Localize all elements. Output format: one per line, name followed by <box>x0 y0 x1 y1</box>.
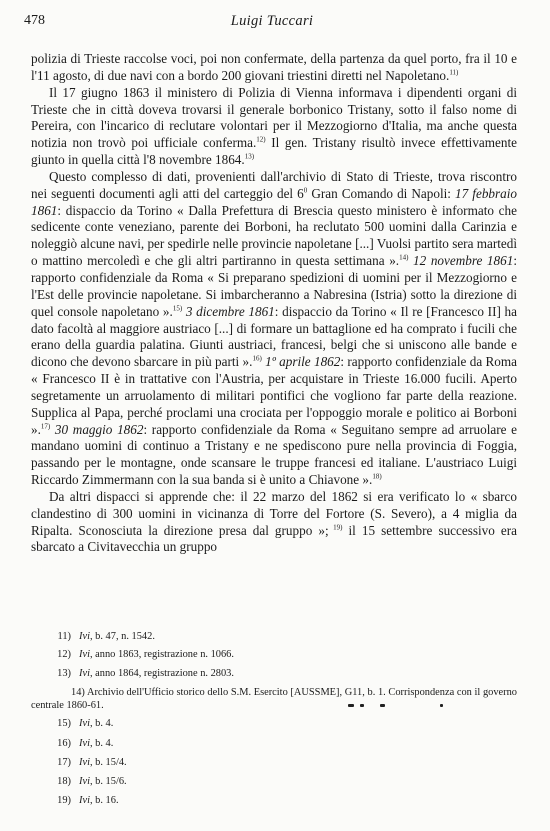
document-date: 3 dicembre 1861 <box>182 303 275 319</box>
paragraph-1: polizia di Trieste raccolse voci, poi non confermate, della partenza da quel porto, fra il 10 e l'11 agosto, di due navi con a bordo 200 giovani triestini diretti nel Napoletano.$^{11)}$ <box>31 51 517 83</box>
footnote-ref: 12) <box>256 135 266 144</box>
footnote-ref: 11) <box>449 68 459 77</box>
ink-smudge <box>380 704 385 707</box>
document-date: 12 novembre 1861 <box>408 253 514 269</box>
footnote-ref: 16) <box>252 354 262 363</box>
document-date: 30 maggio 1862 <box>50 421 144 437</box>
footnote-12: 12) Ivi, anno 1863, registrazione n. 1066. <box>57 649 234 660</box>
page-number: 478 <box>24 13 45 28</box>
paragraph-3: Questo complesso di dati, provenienti dall'archivio di Stato di Trieste, trova riscontro nei seguenti documenti agli atti del carteggio del $6^0$ Gran Comando di Napoli: 17 febbraio 1861: dispaccio da Torino « Dalla Prefettura di Brescia questo ministero è informato che sedicente conte veneziano, parente dei Borboni, ha reclutato 500 uomini dalla Carinzia e noleggiò alcune navi, per spedirle nelle provincie napoletane [...] Vuolsi partito sera martedì o mattino mercoledì e che gli altri partiranno in questa settimana ».$^{14)}$ 12 novembre 1861: rapporto confidenziale da Roma « Si preparano spedizioni di uomini per il Mezzogiorno e l'Est delle provincie napoletane. Si imbarcheranno a Nabresina (Istria) sotto la direzione di quel console napoletano ».$^{15)}$ 3 dicembre 1861: dispaccio da Torino « Il re [Francesco II] ha dato facoltà al maggiore austriaco [...] di formare un battaglione ed ha comprato i fucili che erano della guardia palatina. Giunti austriaci, francesi, belgi che si uniscono alle bande e dicono che devono sbarcare in più parti ».$^{16)}$ 1º aprile 1862: rapporto confidenziale da Roma « Francesco II è in trattative con l'Austria, per acquistare in Trieste 16.000 fucili. Aperto segretamente un arruolamento di militari pontifici che vogliono far parte della reazione. Supplica al Papa, perché proclami una crociata per l'oppoggio morale e politico ai Borboni ».$^{17)}$ 30 maggio 1862: rapporto confidenziale da Roma « Seguitano sempre ad arruolare e mandano uomini di continuo a Tristany e ne spediscono pure nella provincia di Foggia, passando per le montagne, onde scansare le truppe francesi ed italiane. L'austriaco Luigi Riccardo Zimmermann con la sua banda si è unito a Chiavone ».$^{18)}$ <box>31 168 518 488</box>
footnote-18: 18) Ivi, b. 15/6. <box>57 776 127 787</box>
footnote-15: 15) Ivi, b. 4. <box>57 718 114 729</box>
paragraph-4: Da altri dispacci si apprende che: il 22 marzo del 1862 si era verificato lo « sbarco clandestino di 300 uomini in vicinanza di Torre del Fortore (S. Severo), a 4 miglia da Ripalta. Sconosciuta la direzione presa dal gruppo »; $^{19)}$ il 15 settembre successivo era sbarcato a Civitavecchia un gruppo <box>31 488 517 555</box>
ink-smudge <box>348 704 354 707</box>
footnote-ref: 18) <box>372 472 382 481</box>
running-head-author: Luigi Tuccari <box>230 13 314 29</box>
footnote-14: 14) Archivio dell'Ufficio storico dello S.M. Esercito [AUSSME], G11, b. 1. Corrispondenza con il governo centrale 1860-61. <box>31 687 517 711</box>
footnote-ref: 17) <box>40 422 51 431</box>
footnote-ref: 19) <box>328 523 343 532</box>
footnote-ref: 14) <box>399 253 409 262</box>
ink-smudge <box>440 704 443 707</box>
footnote-13: 13) Ivi, anno 1864, registrazione n. 2803. <box>57 668 234 679</box>
footnote-16: 16) Ivi, b. 4. <box>57 738 114 749</box>
document-date: 17 febbraio 1861 <box>31 185 517 218</box>
body-text <box>31 51 517 556</box>
footnote-ref: 15) <box>172 304 183 313</box>
footnote-17: 17) Ivi, b. 15/4. <box>57 757 127 768</box>
footnote-11: 11) Ivi, b. 47, n. 1542. <box>57 631 155 642</box>
paragraph-2: Il 17 giugno 1863 il ministero di Polizia di Vienna informava i dipendenti organi di Trieste che in città doveva trovarsi il generale borbonico Tristany, sotto il falso nome di Pereira, con l'incarico di reclutare volontari per il Mezzogiorno d'Italia, ma anche questa notizia non trovò poi ufficiale conferma.$^{12)}$ Il gen. Tristany risultò invece effettivamente giunto in quella città l'8 novembre 1864.$^{13)}$ <box>31 84 517 168</box>
footnote-ref: 13) <box>244 152 255 161</box>
footnote-19: 19) Ivi, b. 16. <box>57 795 119 806</box>
page-header <box>24 13 520 35</box>
ink-smudge <box>360 704 364 707</box>
document-date: 1º aprile 1862 <box>261 354 341 370</box>
